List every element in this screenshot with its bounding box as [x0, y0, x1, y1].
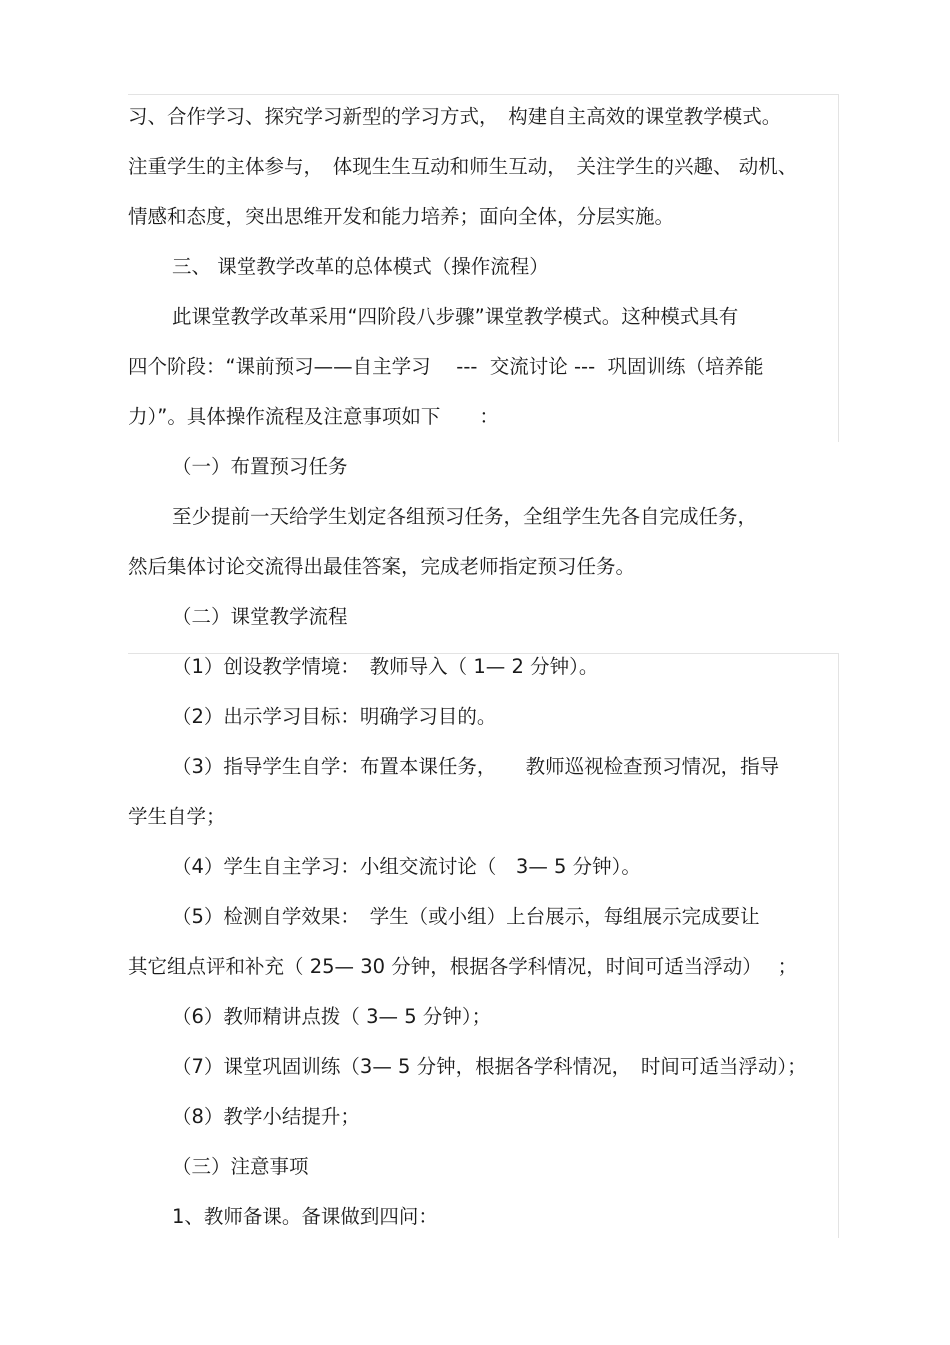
paragraph-line: 至少提前一天给学生划定各组预习任务，全组学生先各自完成任务， [172, 505, 758, 528]
paragraph-line: 注重学生的主体参与， 体现生生互动和师生互动， 关注学生的兴趣、 动机、 [128, 155, 798, 178]
paragraph-line: 然后集体讨论交流得出最佳答案，完成老师指定预习任务。 [128, 555, 636, 578]
paragraph-line: 情感和态度，突出思维开发和能力培养；面向全体，分层实施。 [128, 205, 675, 228]
list-item-continuation: 学生自学； [128, 805, 226, 828]
list-item: （3）指导学生自学：布置本课任务， 教师巡视检查预习情况，指导 [172, 755, 780, 778]
list-item-continuation: 其它组点评和补充（ 25— 30 分钟，根据各学科情况，时间可适当浮动） ； [128, 955, 798, 978]
right-rule-upper [838, 94, 839, 442]
paragraph-line: 四个阶段：“课前预习——自主学习 --- 交流讨论 --- 巩固训练（培养能 [128, 355, 764, 378]
paragraph-line: 力）”。具体操作流程及注意事项如下 ： [128, 405, 499, 428]
list-item: （4）学生自主学习：小组交流讨论（ 3— 5 分钟）。 [172, 855, 641, 878]
subsection-heading: （三）注意事项 [172, 1155, 309, 1178]
subsection-heading: （一）布置预习任务 [172, 455, 348, 478]
subsection-heading: （二）课堂教学流程 [172, 605, 348, 628]
list-item: （8）教学小结提升； [172, 1105, 360, 1128]
list-item: （2）出示学习目标：明确学习目的。 [172, 705, 497, 728]
list-item: （7）课堂巩固训练（3— 5 分钟，根据各学科情况， 时间可适当浮动）； [172, 1055, 807, 1078]
paragraph-line: 习、合作学习、探究学习新型的学习方式， 构建自主高效的课堂教学模式。 [128, 105, 782, 128]
list-item: （6）教师精讲点拨（ 3— 5 分钟）； [172, 1005, 492, 1028]
list-item: （1）创设教学情境： 教师导入（ 1— 2 分钟）。 [172, 655, 599, 678]
list-item: （5）检测自学效果： 学生（或小组）上台展示，每组展示完成要让 [172, 905, 760, 928]
top-rule [128, 94, 838, 95]
right-rule-lower [838, 653, 839, 1238]
list-item: 1、教师备课。备课做到四问： [172, 1205, 438, 1228]
paragraph-line: 此课堂教学改革采用“四阶段八步骤”课堂教学模式。这种模式具有 [172, 305, 739, 328]
section-heading: 三、 课堂教学改革的总体模式（操作流程） [172, 255, 549, 278]
